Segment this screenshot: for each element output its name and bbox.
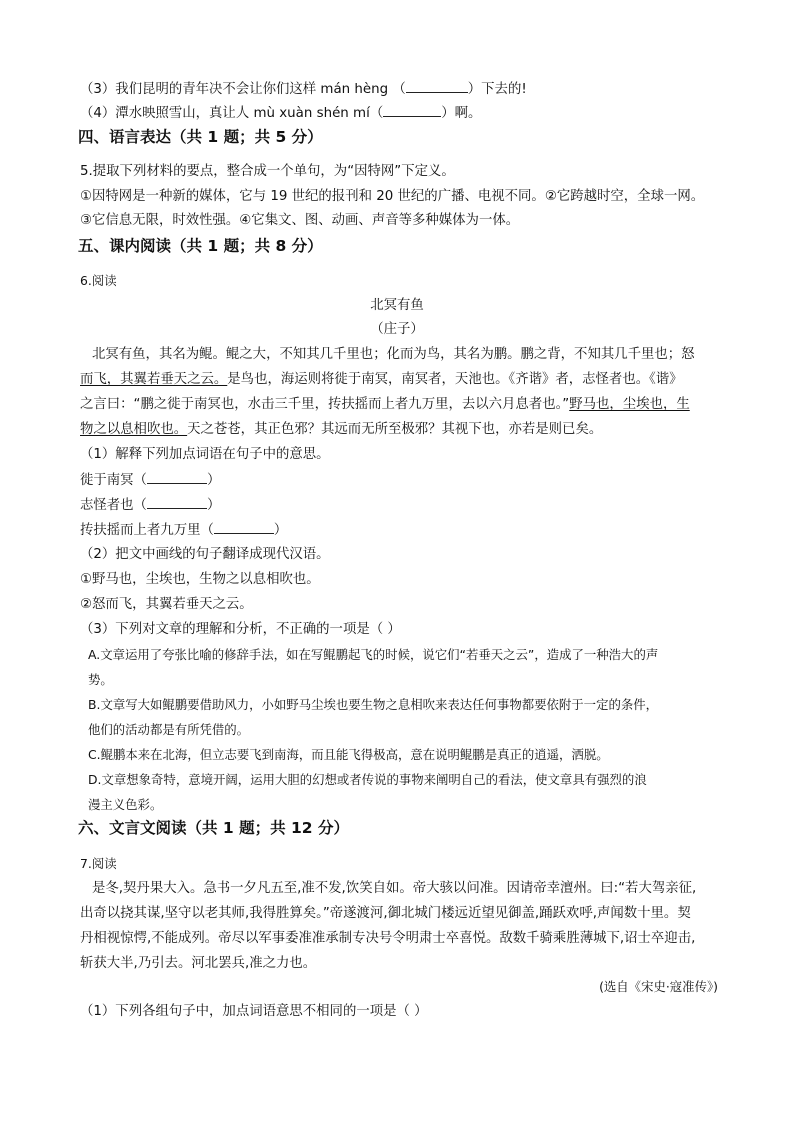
classical-passage-line-3: 丹相视惊愕,不能成列。帝尽以军事委准准承制专决号令明肃士卒喜悦。敌数千骑乘胜薄城下,诏士卒迎击, <box>80 931 696 946</box>
section-6-heading: 六、文言文阅读（共 1 题；共 12 分） <box>78 819 349 837</box>
option-a-line-2: 势。 <box>88 672 113 687</box>
question-4-line <box>80 104 481 123</box>
passage-line-2 <box>80 371 683 389</box>
classical-passage-line-4: 斩获大半,乃引去。河北罢兵,准之力也。 <box>80 956 317 971</box>
option-a-line-1[interactable]: A.文章运用了夸张比喻的修辞手法，如在写鲲鹏起飞的时候，说它们“若垂天之云”，造成了一种浩大的声 <box>88 647 659 662</box>
passage-text: 天之苍苍，其正色邪？其远而无所至极邪？其视下也，亦若是则已矣。 <box>187 422 603 437</box>
question-3-line <box>80 80 527 99</box>
underlined-sentence: 而飞，其翼若垂天之云。 <box>80 372 228 387</box>
section-4-heading: 四、语言表达（共 1 题；共 5 分） <box>78 128 323 146</box>
answer-blank[interactable] <box>214 521 274 534</box>
classical-passage-line-2: 出奇以挠其谋,坚守以老其师,我得胜算矣。”帝遂渡河,御北城门楼远近望见御盖,踊跃欢呼,声闻数十里。契 <box>80 906 691 921</box>
prompt-text: 抟扶摇而上者九万里（ <box>80 523 214 538</box>
prompt-text: 徙于南冥（ <box>80 473 147 488</box>
prompt-text: 志怪者也（ <box>80 498 147 513</box>
option-b-line-2: 他们的活动都是有所凭借的。 <box>88 722 250 737</box>
sub-question-2-b: ②怒而飞，其翼若垂天之云。 <box>80 597 253 612</box>
question-7: 7.阅读 <box>80 856 117 871</box>
classical-passage-line-1: 是冬,契丹果大入。急书一夕凡五至,准不发,饮笑自如。帝大骇以问准。因请帝幸澶州。曰:“若大驾亲征, <box>92 881 697 896</box>
question-5-material-2: ③它信息无限，时效性强。④它集文、图、动画、声音等多种媒体为一体。 <box>80 213 520 228</box>
sub-question-2: （2）把文中画线的句子翻译成现代汉语。 <box>80 547 330 562</box>
passage-author: （庄子） <box>370 322 424 337</box>
answer-blank[interactable] <box>147 496 207 509</box>
option-b-line-1[interactable]: B.文章写大如鲲鹏要借助风力，小如野马尘埃也要生物之息相吹来表达任何事物都要依附于一定的条件， <box>88 697 659 712</box>
question-5: 5.提取下列材料的要点，整合成一个单句，为“因特网”下定义。 <box>80 164 455 179</box>
underlined-sentence: 物之以息相吹也。 <box>80 422 188 437</box>
closing-paren: ） <box>206 473 221 488</box>
question-6: 6.阅读 <box>80 273 117 288</box>
underlined-sentence: 野马也，尘埃也，生 <box>569 397 690 412</box>
question-7-sub-1: （1）下列各组句子中，加点词语意思不相同的一项是（ ） <box>80 1004 428 1019</box>
sub-question-1-a <box>80 471 220 490</box>
passage-line-3 <box>80 396 690 414</box>
answer-blank[interactable] <box>147 471 207 484</box>
passage-line-4 <box>80 421 602 439</box>
passage-title: 北冥有鱼 <box>370 298 424 313</box>
q4-text-end: ）啊。 <box>441 106 482 121</box>
option-c[interactable]: C.鲲鹏本来在北海，但立志要飞到南海，而且能飞得极高，意在说明鲲鹏是真正的逍遥，洒脱。 <box>88 747 609 762</box>
passage-text: 之言曰：“鹏之徙于南冥也，水击三千里，抟扶摇而上者九万里，去以六月息者也。” <box>80 397 570 412</box>
question-5-material-1: ①因特网是一种新的媒体，它与 19 世纪的报刊和 20 世纪的广播、电视不同。②它跨越时空，全球一网。 <box>80 189 705 204</box>
closing-paren: ） <box>273 523 288 538</box>
section-5-heading: 五、课内阅读（共 1 题；共 8 分） <box>78 237 323 255</box>
sub-question-2-a: ①野马也，尘埃也，生物之以息相吹也。 <box>80 572 320 587</box>
option-d-line-1[interactable]: D.文章想象奇特，意境开阔，运用大胆的幻想或者传说的事物来阐明自己的看法，使文章具有强烈的浪 <box>88 772 647 787</box>
answer-blank[interactable] <box>383 104 441 117</box>
q3-text: （3）我们昆明的青年决不会让你们这样 mán hèng （ <box>80 82 406 97</box>
sub-question-1: （1）解释下列加点词语在句子中的意思。 <box>80 447 330 462</box>
q4-text: （4）潭水映照雪山，真让人 mù xuàn shén mí（ <box>80 106 384 121</box>
sub-question-1-b <box>80 496 220 515</box>
passage-source: (选自《宋史·寇准传》) <box>599 979 718 994</box>
passage-text: 是鸟也，海运则将徙于南冥，南冥者，天池也。《齐谐》者，志怪者也。《谐》 <box>227 372 683 387</box>
q3-text-end: ）下去的! <box>467 82 527 97</box>
passage-line-1: 北冥有鱼，其名为鲲。鲲之大，不知其几千里也；化而为鸟，其名为鹏。鹏之背，不知其几千里也；怒 <box>92 347 695 362</box>
answer-blank[interactable] <box>406 80 468 93</box>
closing-paren: ） <box>206 498 221 513</box>
option-d-line-2: 漫主义色彩。 <box>88 797 163 812</box>
sub-question-1-c <box>80 521 287 540</box>
sub-question-3: （3）下列对文章的理解和分析，不正确的一项是（ ） <box>80 622 401 637</box>
